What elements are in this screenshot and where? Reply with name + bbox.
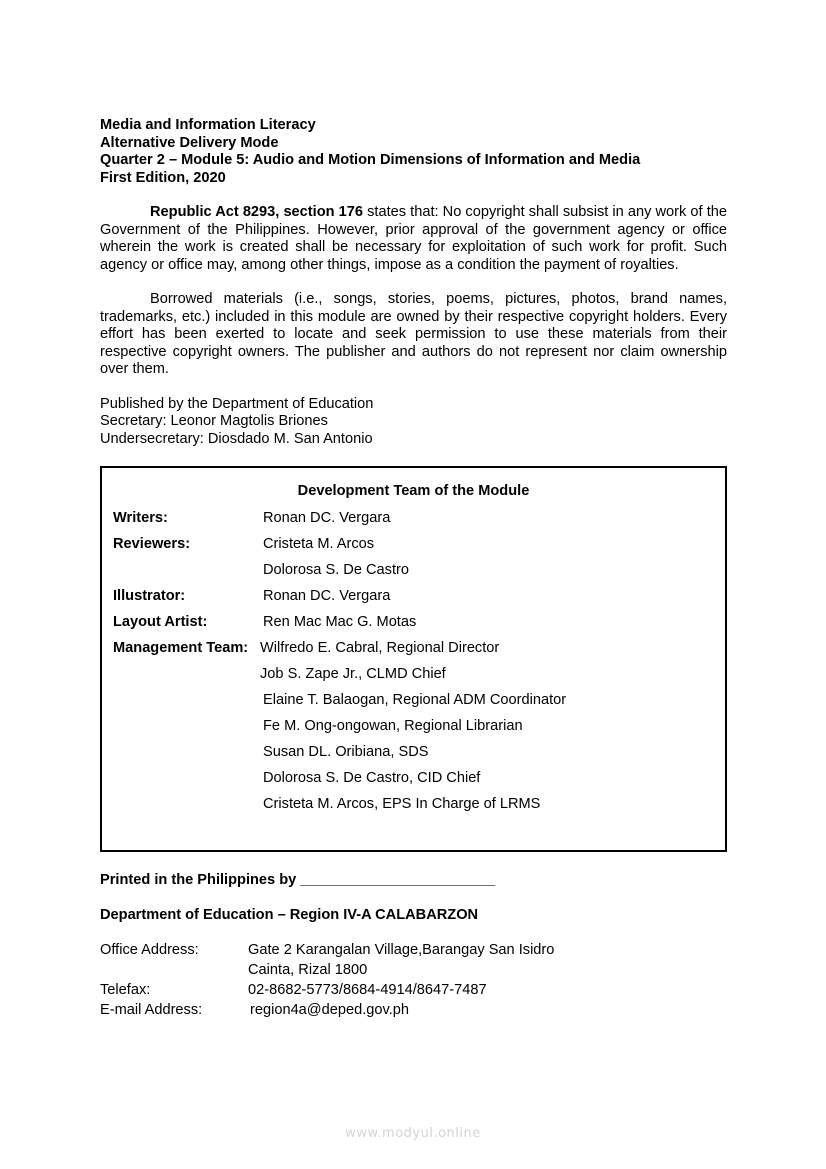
team-member: Cristeta M. Arcos — [263, 536, 375, 552]
team-member: Ren Mac Mac G. Motas — [263, 614, 417, 630]
team-role: Writers: — [113, 510, 168, 526]
team-role: Illustrator: — [113, 588, 186, 604]
team-member: Fe M. Ong-ongowan, Regional Librarian — [263, 718, 523, 734]
team-member: Job S. Zape Jr., CLMD Chief — [260, 666, 446, 682]
contact-row — [100, 982, 487, 998]
copyright-paragraph — [100, 204, 727, 274]
undersecretary: Undersecretary: Diosdado M. San Antonio — [100, 430, 373, 447]
team-member: Susan DL. Oribiana, SDS — [263, 744, 429, 760]
subject-title: Media and Information Literacy — [100, 117, 316, 133]
delivery-mode: Alternative Delivery Mode — [100, 134, 279, 151]
team-member: Elaine T. Balaogan, Regional ADM Coordinator — [263, 692, 567, 708]
team-member: Wilfredo E. Cabral, Regional Director — [260, 640, 500, 656]
contact-row — [100, 1002, 409, 1018]
module-title-block — [100, 117, 727, 187]
team-role: Reviewers: — [113, 536, 191, 552]
development-team-box — [100, 466, 727, 852]
published-by: Published by the Department of Education — [100, 395, 374, 412]
borrowed-materials-paragraph: Borrowed materials (i.e., songs, stories, poems, pictures, photos, brand names, trademarks, etc.) included in this module are owned by their respective copyright holders. Every effort has been exerted to locate and seek permission to use these materials from their respective copyright owners. The publisher and authors do not represent nor claim ownership over them. — [100, 291, 727, 377]
contact-label: Telefax: — [100, 982, 151, 998]
team-member: Ronan DC. Vergara — [263, 510, 391, 526]
team-member: Ronan DC. Vergara — [263, 588, 391, 604]
telefax-number: 02-8682-5773/8684-4914/8647-7487 — [248, 982, 487, 998]
team-row — [113, 614, 417, 632]
printed-by-line: Printed in the Philippines by ________________________ — [100, 872, 496, 888]
email-address: region4a@deped.gov.ph — [250, 1002, 409, 1018]
law-text: states that: No copyright shall subsist in any work of the Government of the Philippines. However, prior approval of the government agency or office wherein the work is created shall be necessary for exploitation of such work for profit. Such agency or office may, among other things, impose as a condition the payment of royalties. — [100, 204, 727, 273]
publication-info — [100, 396, 727, 449]
department-region: Department of Education – Region IV-A CALABARZON — [100, 907, 479, 923]
team-row — [113, 510, 391, 528]
module-title: Quarter 2 – Module 5: Audio and Motion Dimensions of Information and Media — [100, 152, 641, 168]
team-member: Dolorosa S. De Castro, CID Chief — [263, 770, 481, 786]
contact-row — [100, 942, 555, 958]
law-reference: Republic Act 8293, section 176 — [150, 204, 363, 220]
team-member: Dolorosa S. De Castro — [263, 562, 409, 578]
team-row — [113, 588, 391, 606]
team-role: Layout Artist: — [113, 614, 208, 630]
team-title: Development Team of the Module — [297, 483, 530, 499]
contact-label: Office Address: — [100, 942, 199, 958]
office-address-city: Cainta, Rizal 1800 — [248, 962, 368, 978]
edition: First Edition, 2020 — [100, 169, 226, 186]
team-member: Cristeta M. Arcos, EPS In Charge of LRMS — [263, 796, 541, 812]
secretary: Secretary: Leonor Magtolis Briones — [100, 413, 328, 429]
contact-label: E-mail Address: — [100, 1002, 203, 1018]
team-role: Management Team: — [113, 640, 249, 656]
team-row — [113, 640, 500, 658]
watermark: www.modyul.online — [345, 1126, 481, 1141]
document-page — [100, 117, 727, 448]
office-address: Gate 2 Karangalan Village,Barangay San Isidro — [248, 942, 555, 958]
team-row — [113, 536, 375, 554]
